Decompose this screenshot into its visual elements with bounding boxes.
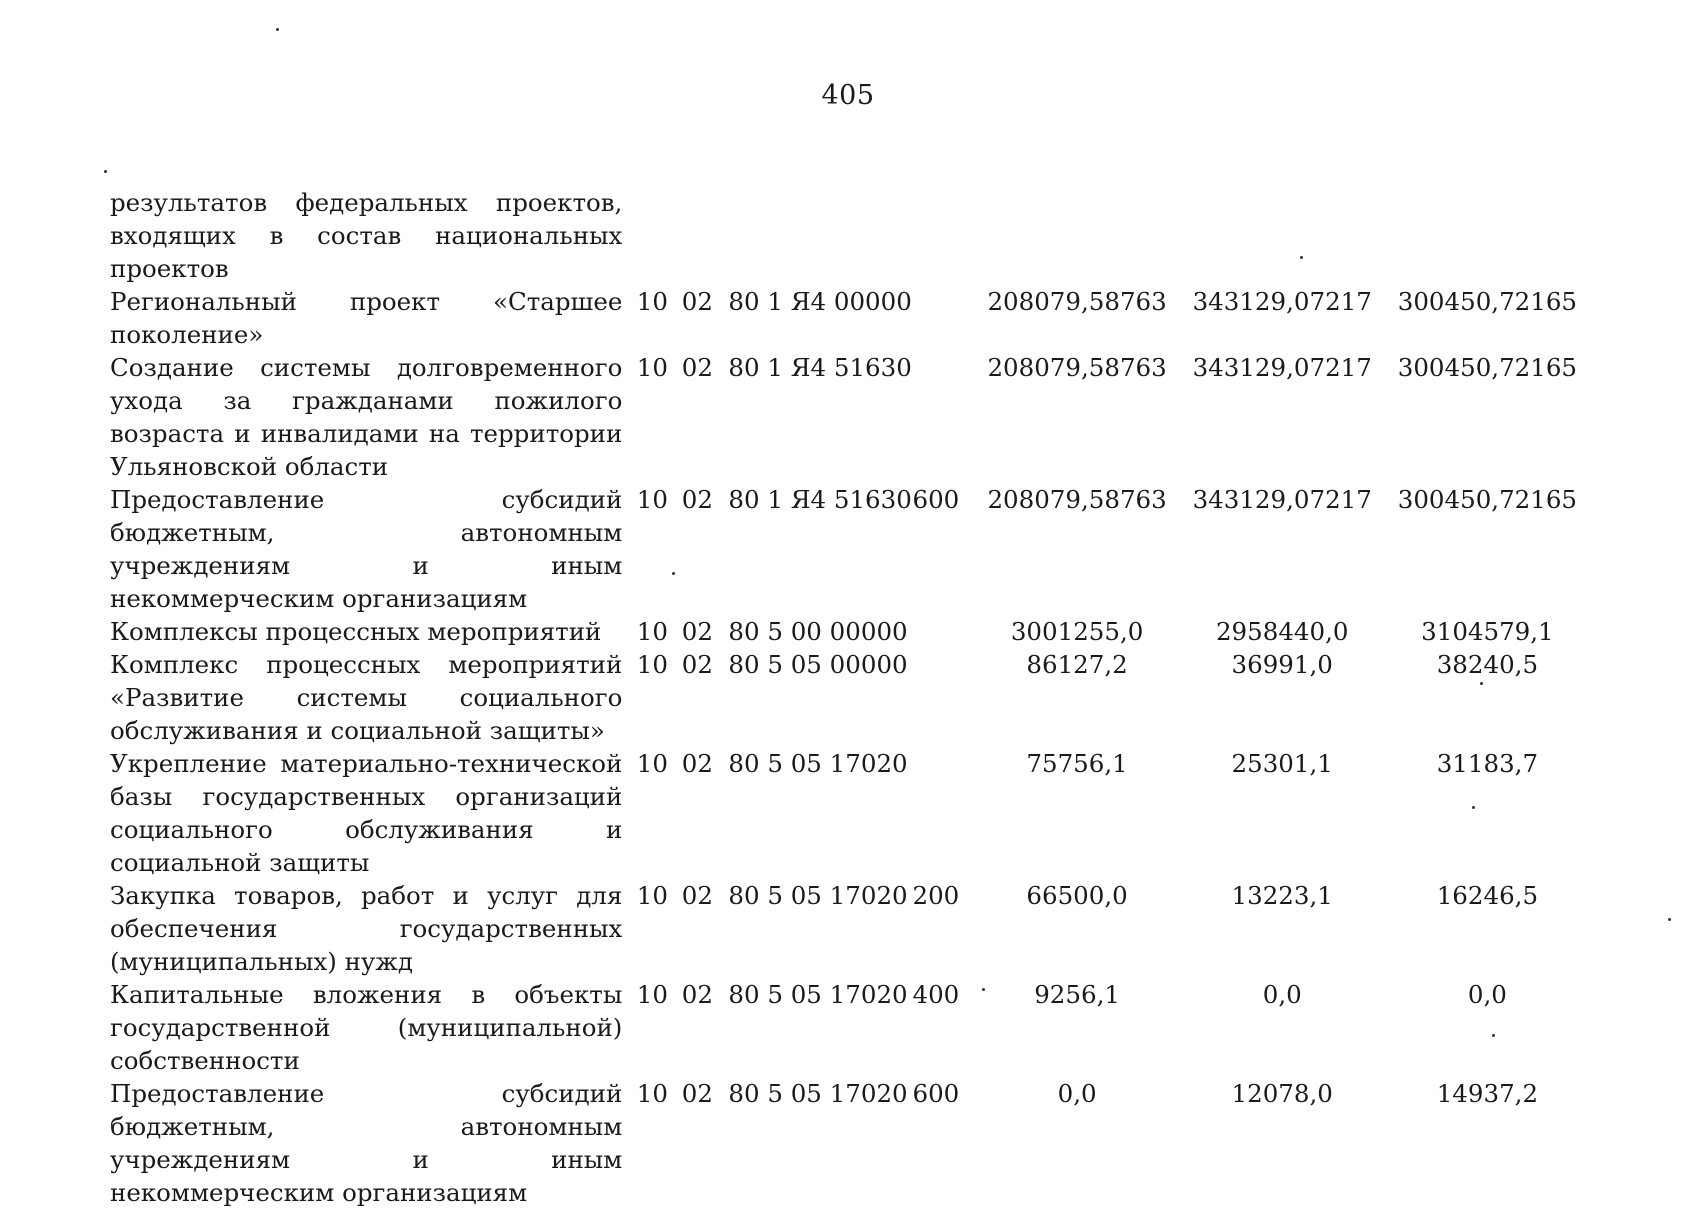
row-expense-type: 200 — [912, 881, 960, 910]
table-row — [110, 747, 1590, 879]
table-row — [110, 648, 1590, 747]
row-target-item: 80 5 05 17020 — [728, 881, 908, 910]
row-value-year1: 208079,58763 — [987, 287, 1167, 316]
row-value-year1: 86127,2 — [1026, 650, 1128, 679]
page-number: 405 — [821, 80, 875, 111]
row-value-year3: 38240,5 — [1436, 650, 1539, 679]
row-target-item: 80 5 00 00000 — [728, 617, 908, 646]
row-section — [630, 186, 674, 285]
row-value-year1: 3001255,0 — [1010, 617, 1144, 646]
row-name: Капитальные вложения в объекты государственной (муниципальной) собственности — [110, 980, 623, 1075]
row-value-year3 — [1385, 186, 1590, 285]
row-value-year3: 300450,72165 — [1397, 287, 1578, 316]
row-name: Предоставление субсидий бюджетным, автономным учреждениям и иным некоммерческим организациям — [110, 485, 623, 613]
row-target-item: 80 1 Я4 00000 — [728, 287, 912, 316]
row-name: Укрепление материально-технической базы государственных организаций социального обслуживания и социальной защиты — [110, 749, 623, 877]
row-value-year1: 75756,1 — [1026, 749, 1128, 778]
scan-speck — [1472, 806, 1475, 809]
row-value-year3: 16246,5 — [1436, 881, 1539, 910]
row-expense-type — [913, 351, 975, 483]
row-name: Предоставление субсидий бюджетным, автономным учреждениям и иным некоммерческим организациям — [110, 1079, 623, 1207]
row-expense-type — [913, 186, 975, 285]
table-row — [110, 285, 1590, 351]
scan-speck — [104, 170, 107, 173]
row-name: Комплекс процессных мероприятий «Развитие системы социального обслуживания и социальной защиты» — [110, 650, 623, 745]
row-subsection: 02 — [681, 749, 713, 778]
row-value-year3: 31183,7 — [1436, 749, 1539, 778]
row-value-year2: 12078,0 — [1231, 1079, 1333, 1108]
row-expense-type: 600 — [912, 485, 960, 514]
row-subsection: 02 — [681, 485, 713, 514]
scan-speck — [1668, 918, 1671, 921]
row-section: 10 — [636, 353, 668, 382]
row-value-year1: 0,0 — [1057, 1079, 1097, 1108]
row-section: 10 — [636, 749, 668, 778]
row-subsection: 02 — [681, 1079, 713, 1108]
row-target-item: 80 5 05 00000 — [728, 650, 908, 679]
row-target-item: 80 5 05 17020 — [728, 1079, 908, 1108]
row-name: Создание системы долговременного ухода за гражданами пожилого возраста и инвалидами на территории Ульяновской области — [110, 353, 623, 481]
row-expense-type — [913, 648, 975, 747]
table-row — [110, 879, 1590, 978]
row-section: 10 — [636, 617, 668, 646]
row-value-year2: 343129,07217 — [1192, 287, 1372, 316]
row-section: 10 — [636, 1079, 668, 1108]
row-target-item: 80 5 05 17020 — [728, 749, 908, 778]
row-expense-type — [913, 615, 975, 648]
row-name: Комплексы процессных мероприятий — [110, 617, 602, 646]
row-expense-type: 600 — [912, 1079, 960, 1108]
row-value-year1: 208079,58763 — [987, 485, 1167, 514]
row-value-year1: 9256,1 — [1034, 980, 1120, 1009]
row-value-year3: 300450,72165 — [1397, 485, 1578, 514]
row-section: 10 — [636, 881, 668, 910]
row-value-year2: 0,0 — [1262, 980, 1302, 1009]
table-row — [110, 351, 1590, 483]
row-subsection: 02 — [681, 881, 713, 910]
row-value-year2: 2958440,0 — [1215, 617, 1349, 646]
row-value-year1: 208079,58763 — [987, 353, 1167, 382]
row-expense-type — [913, 747, 975, 879]
row-expense-type: 400 — [912, 980, 960, 1009]
table-row — [110, 186, 1590, 285]
row-section: 10 — [636, 485, 668, 514]
row-section: 10 — [636, 287, 668, 316]
row-subsection: 02 — [681, 353, 713, 382]
row-subsection: 02 — [681, 650, 713, 679]
row-subsection: 02 — [681, 617, 713, 646]
table-row — [110, 615, 1590, 648]
budget-table — [110, 186, 1590, 1209]
scan-speck — [1300, 256, 1303, 259]
row-value-year3: 14937,2 — [1436, 1079, 1539, 1108]
table-row — [110, 483, 1590, 615]
row-value-year2: 343129,07217 — [1192, 353, 1372, 382]
table-row — [110, 1077, 1590, 1209]
scan-speck — [1480, 682, 1483, 685]
row-value-year3: 300450,72165 — [1397, 353, 1578, 382]
row-section: 10 — [636, 980, 668, 1009]
scan-speck — [1492, 1034, 1495, 1037]
row-value-year2: 25301,1 — [1231, 749, 1333, 778]
row-target-item: 80 1 Я4 51630 — [728, 353, 912, 382]
row-section: 10 — [636, 650, 668, 679]
row-target-item — [720, 186, 912, 285]
row-name: результатов федеральных проектов, входящих в состав национальных проектов — [110, 188, 623, 283]
row-value-year2: 36991,0 — [1231, 650, 1333, 679]
row-subsection — [674, 186, 720, 285]
row-target-item: 80 5 05 17020 — [728, 980, 908, 1009]
row-expense-type — [913, 285, 975, 351]
row-subsection: 02 — [681, 980, 713, 1009]
row-value-year3: 3104579,1 — [1421, 617, 1554, 646]
row-target-item: 80 1 Я4 51630 — [728, 485, 912, 514]
table-row — [110, 978, 1590, 1077]
row-subsection: 02 — [681, 287, 713, 316]
row-value-year1 — [975, 186, 1180, 285]
row-name: Региональный проект «Старшее поколение» — [110, 287, 623, 349]
row-value-year2: 13223,1 — [1231, 881, 1333, 910]
scan-speck — [276, 28, 279, 31]
row-value-year2 — [1180, 186, 1385, 285]
row-name: Закупка товаров, работ и услуг для обеспечения государственных (муниципальных) нужд — [110, 881, 623, 976]
row-value-year3: 0,0 — [1467, 980, 1507, 1009]
scan-speck — [982, 988, 985, 991]
row-value-year1: 66500,0 — [1026, 881, 1128, 910]
scan-speck — [672, 572, 675, 575]
row-value-year2: 343129,07217 — [1192, 485, 1372, 514]
